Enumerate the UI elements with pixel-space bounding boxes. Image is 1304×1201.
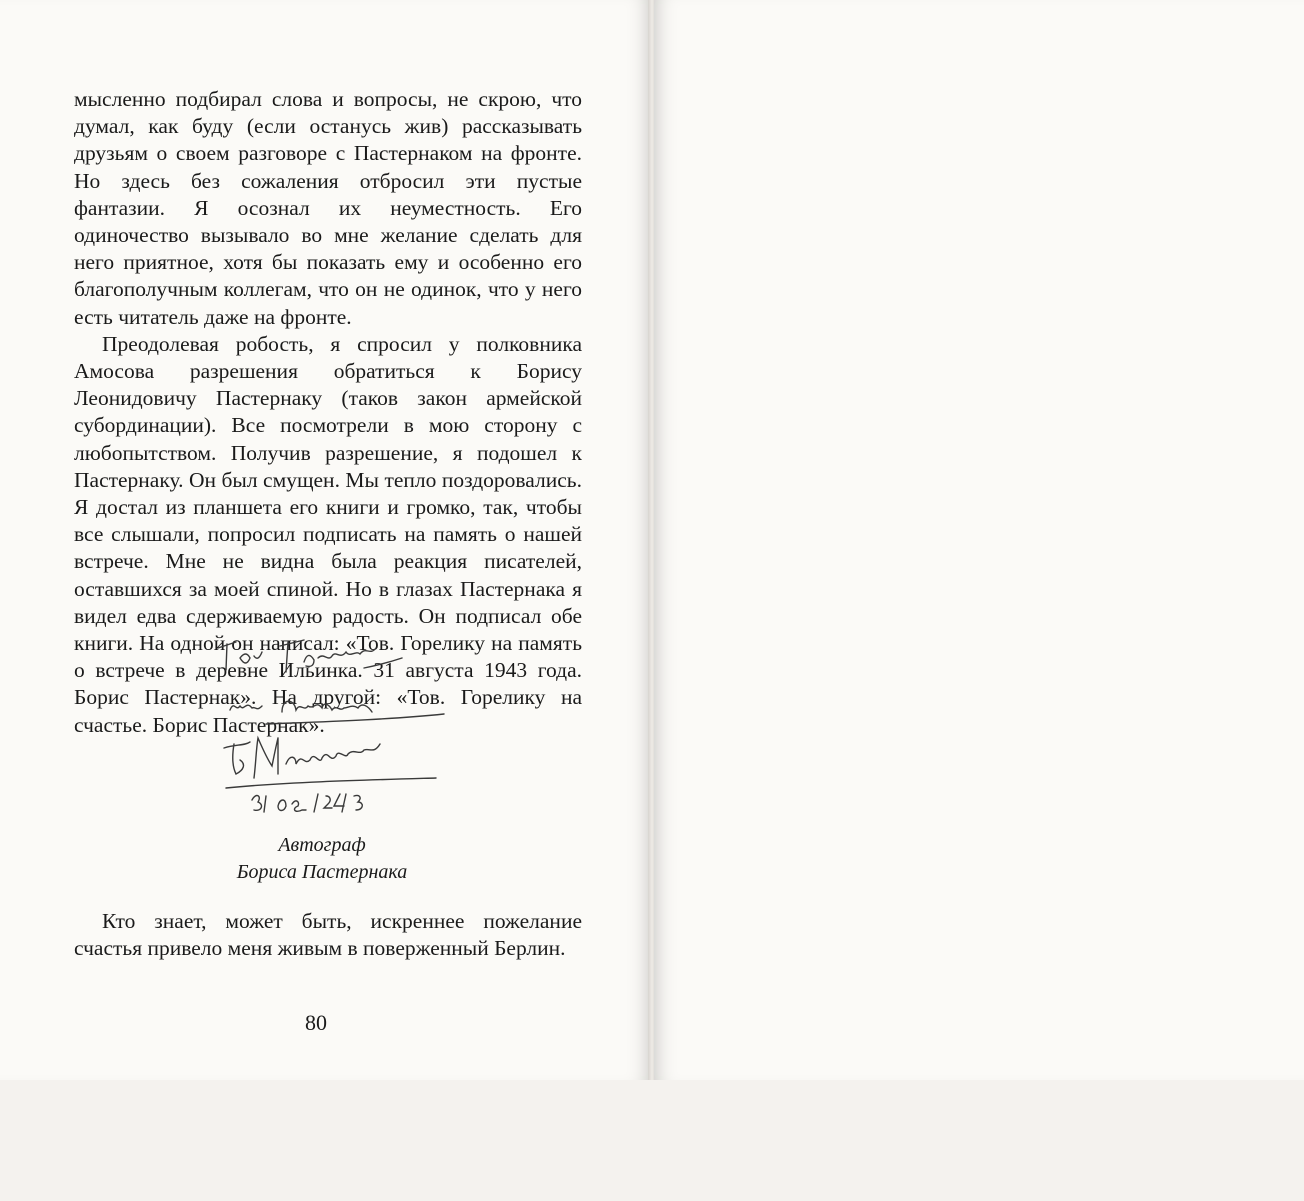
- caption-line-1: Автограф: [278, 834, 366, 856]
- left-closing-paragraph: Кто знает, может быть, искреннее пожелание счастья привело меня живым в поверженный Берлин.: [74, 909, 582, 961]
- right-page: [654, 0, 1304, 1080]
- caption-line-2: Бориса Пастернака: [236, 861, 408, 883]
- left-closing-text: [74, 908, 582, 962]
- left-paragraph-1: мысленно подбирал слова и вопросы, не скрою, что думал, как буду (если останусь жив) рассказывать друзьям о своем разговоре с Пастернаком на фронте. Но здесь без сожаления отбросил эти пустые фантазии. Я осознал их неуместность. Его одиночество вызывало во мне желание сделать для него приятное, хотя бы показать ему и особенно его благополучным коллегам, что он не одинок, что у него есть читатель даже на фронте.: [74, 87, 582, 329]
- left-paragraph-2: Преодолевая робость, я спросил у полковника Амосова разрешения обратиться к Борису Леонидовичу Пастернаку (таков закон армейской субординации). Все посмотрели в мою сторону с любопытством. Получив разрешение, я подошел к Пастернаку. Он был смущен. Мы тепло поздоровались. Я достал из планшета его книги и громко, так, чтобы все слышали, попросил подписать на память о нашей встрече. Мне не видна была реакция писателей, оставшихся за моей спиной. Но в глазах Пастернака я видел едва сдерживаемую радость. Он подписал обе книги. На одной он написал: «Тов. Горелику на память о встрече в деревне Ильинка. 31 августа 1943 года. Борис Пастернак». На другой: «Тов. Горелику на счастье. Борис Пастернак».: [74, 331, 582, 737]
- page-number-left: 80: [305, 1010, 327, 1035]
- autograph-caption: [192, 832, 452, 886]
- left-page: [0, 0, 650, 1080]
- autograph-signature-image: [196, 628, 456, 818]
